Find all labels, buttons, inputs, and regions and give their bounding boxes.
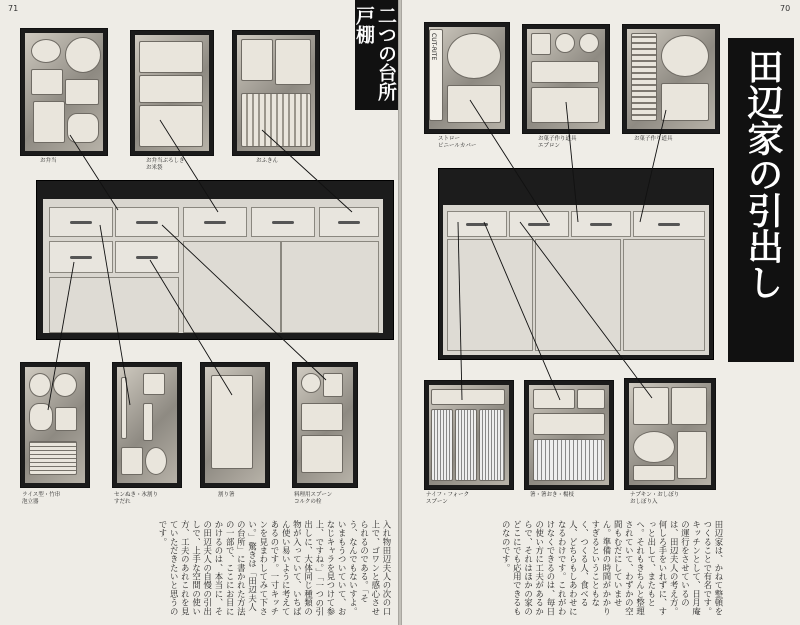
- drawer-photo-lunchbox: [20, 28, 108, 156]
- drawer-photo-baking-apron: [522, 24, 610, 134]
- left-cabinet-photo: [36, 180, 394, 340]
- drawer-photo-rice-mold: [20, 362, 90, 488]
- right-page-number: 70: [780, 4, 791, 13]
- left-title: 二つの台所戸棚: [355, 0, 398, 110]
- right-page: [402, 0, 800, 625]
- caption-spoons: 料理用スプーン コルクの栓: [294, 492, 333, 505]
- caption-baking-apron: お菓子作り道具 エプロン: [538, 136, 577, 149]
- caption-napkins: ナプキン・おしぼり おしぼり入: [630, 492, 680, 505]
- caption-straws: ストロー ビニールカバー: [438, 136, 477, 149]
- caption-rice-mold: ライス型・竹串 泡立器: [22, 492, 61, 505]
- left-page-number: 71: [8, 4, 19, 13]
- right-cabinet-photo: [438, 168, 714, 360]
- right-title: 田辺家の引出し: [728, 38, 794, 362]
- drawer-photo-spoons: [292, 362, 358, 488]
- drawer-photo-chopstick-rests: [524, 380, 614, 490]
- caption-wrapping-cloth: お弁当ぶろしき お米袋: [146, 158, 185, 171]
- right-body-text: 田辺家は、かねて整頓をつくることで有名です。キッチンとして、日月庵の運行をさせているのは、田辺夫人の考え方。何しろ手をいれずに、すっと出して、またもとへ。それもきちんと整理されていて、わずかの空間もむだにしていません。準備の時間がかかりすぎるということもなく、つくる人、食べる人、どちらもしあわせになるわけです。これがわけなくできるのは、毎日の使い方に工夫があるからで、それはほかの家のどこにでも応用できるものなのです。: [501, 520, 724, 616]
- caption-chopstick-rests: 箸・箸おき・楊枝: [530, 492, 575, 498]
- caption-cutlery: ナイフ・フォーク スプーン: [426, 492, 470, 505]
- caption-bottle-opener: センぬき・氷割り すだれ: [114, 492, 159, 505]
- drawer-photo-baking-tools: [622, 24, 720, 134]
- cut-rite-box-label: CUT-RITE: [430, 33, 437, 61]
- drawer-photo-straws: [424, 22, 510, 134]
- caption-dishcloths: おふきん: [256, 158, 279, 164]
- caption-lunchbox: お弁当: [40, 158, 57, 164]
- drawer-photo-napkins: [624, 378, 716, 490]
- drawer-photo-bottle-opener: [112, 362, 182, 488]
- drawer-photo-chopsticks: [200, 362, 270, 488]
- drawer-photo-cutlery: [424, 380, 514, 490]
- left-body-text: 入れ物田辺夫人の次の口上で、ゴワンと感心させられるのである。「そう、なんでもないすよ。いまもうついていて、おなじキャラを見つけて参上、ですね。」「一つの引出しに、大体同じ種類の物が入っていて、いちばん使い易いように考えてあるのです。一寸キッチンを見まわしてみて下さい。」驚きは「田辺夫人の台所」に書かれた方法の一部で、ここにお目にかけるのは、本当に、その田辺夫人の自慢の引出しで、上手な空間の使い方、工夫のあれこれを見ていただきたいと思うのです。: [157, 520, 392, 616]
- left-page: [0, 0, 398, 625]
- caption-chopsticks: 割り箸: [218, 492, 235, 498]
- drawer-photo-wrapping-cloth: [130, 30, 214, 156]
- caption-baking-tools: お菓子作り道具: [634, 136, 673, 142]
- right-body-text-column: [728, 372, 794, 620]
- drawer-photo-dishcloths: [232, 30, 320, 156]
